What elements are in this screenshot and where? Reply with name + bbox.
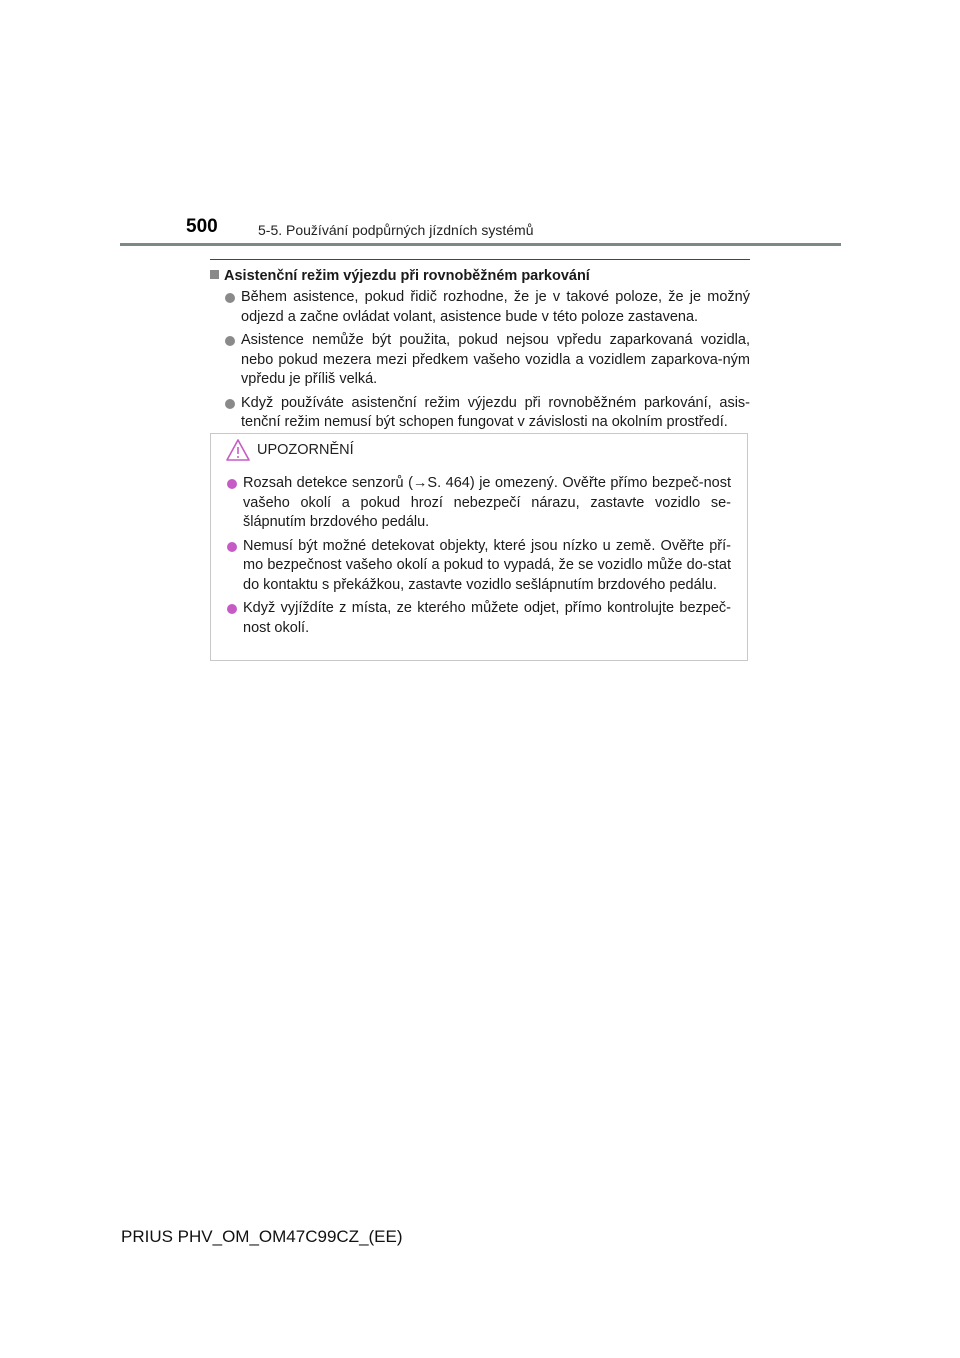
caution-item-text: Když vyjíždíte z místa, ze kterého můžete odjet, přímo kontrolujte bezpeč-nost okolí. [243, 600, 731, 636]
header-divider [120, 243, 841, 246]
page-number: 500 [186, 216, 218, 237]
list-item [210, 394, 750, 433]
content-divider [210, 259, 750, 260]
bullet-dot-icon [227, 542, 237, 552]
caution-header [225, 438, 354, 462]
caution-box [210, 433, 748, 661]
caution-item [211, 599, 731, 638]
list-item [210, 288, 750, 327]
warning-triangle-icon [225, 438, 251, 462]
bullet-dot-icon [227, 479, 237, 489]
main-content [210, 259, 750, 437]
caution-list [211, 474, 731, 642]
document-code: PRIUS PHV_OM_OM47C99CZ_(EE) [121, 1227, 403, 1246]
caution-item [211, 474, 731, 533]
list-item [210, 331, 750, 390]
list-item-text: Když používáte asistenční režim výjezdu při rovnoběžném parkování, asis-tenční režim nemusí být schopen fungovat v závislosti na okolním prostředí. [241, 394, 750, 430]
list-item-text: Asistence nemůže být použita, pokud nejsou vpředu zaparkovaná vozidla, nebo pokud mezera mezi předkem vašeho vozidla a vozidlem zaparkova-ným vpředu je příliš velká. [241, 332, 750, 387]
bullet-dot-icon [227, 604, 237, 614]
square-bullet-icon [210, 270, 219, 279]
info-list [210, 288, 750, 433]
caution-item [211, 537, 731, 596]
caution-item-text: Nemusí být možné detekovat objekty, které jsou nízko u země. Ověřte pří-mo bezpečnost vašeho okolí a pokud to vypadá, že se vozidlo může do-stat do kontaktu s překážkou, zastavte vozidlo sešlápnutím brzdového pedálu. [243, 537, 731, 593]
bullet-dot-icon [225, 399, 235, 409]
subheading-text: Asistenční režim výjezdu při rovnoběžném parkování [224, 268, 590, 284]
caution-title: UPOZORNĚNÍ [257, 442, 354, 458]
caution-item-text: Rozsah detekce senzorů (→S. 464) je omezený. Ověřte přímo bezpeč-nost vašeho okolí a pokud hrozí nebezpečí nárazu, zastavte vozidlo se-šlápnutím brzdového pedálu. [243, 475, 731, 530]
section-title: 5-5. Používání podpůrných jízdních systémů [258, 222, 534, 238]
bullet-dot-icon [225, 293, 235, 303]
list-item-text: Během asistence, pokud řidič rozhodne, že je v takové poloze, že je možný odjezd a začne ovládat volant, asistence bude v této poloze zastavena. [241, 289, 750, 325]
subheading [210, 266, 750, 286]
bullet-dot-icon [225, 336, 235, 346]
